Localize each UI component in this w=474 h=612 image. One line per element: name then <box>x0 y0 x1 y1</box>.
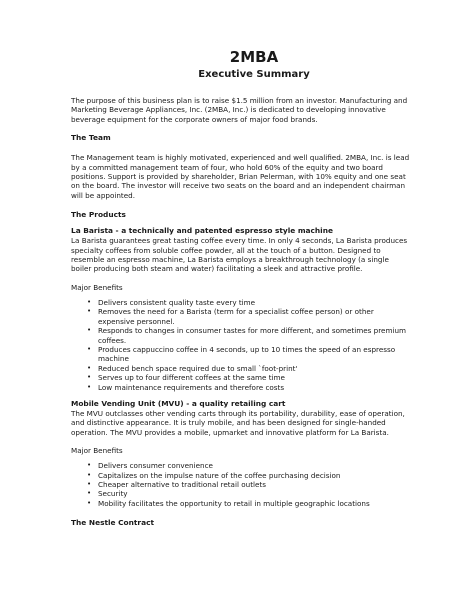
bullet-icon: • <box>87 307 92 316</box>
list-item: • Cheaper alternative to traditional retail outlets <box>87 479 266 489</box>
mvu-benefits-list <box>71 461 411 508</box>
la-barista-heading: La Barista - a technically and patented espresso style machine <box>71 226 333 236</box>
list-item: • Produces cappuccino coffee in 4 seconds, up to 10 times the speed of an espresso machine <box>87 344 396 364</box>
team-heading: The Team <box>71 133 111 143</box>
list-item: • Low maintenance requirements and therefore costs <box>87 382 285 392</box>
bullet-icon: • <box>87 489 92 498</box>
nestle-heading: The Nestle Contract <box>71 518 154 528</box>
bullet-icon: • <box>87 373 92 382</box>
document-title: 2MBA <box>229 48 279 66</box>
mvu-paragraph: The MVU outclasses other vending carts through its portability, durability, ease of operation, and distinctive appearance. It is truly mobile, and has been designed for single-handed operation. The MVU provides a mobile, upmarket and innovative platform for La Barista. <box>71 408 405 437</box>
mvu-heading: Mobile Vending Unit (MVU) - a quality retailing cart <box>71 398 286 408</box>
la-barista-paragraph: La Barista guarantees great tasting coffee every time. In only 4 seconds, La Barista produces specialty coffees from soluble coffee powder, all at the touch of a button. Designed to resemble an espresso machine, La Barista employs a breakthrough technology (a single boiler producing both steam and water) facilitating a sleek and attractive profile. <box>71 236 408 274</box>
la-barista-benefits-label: Major Benefits <box>71 282 123 292</box>
intro-paragraph: The purpose of this business plan is to raise $1.5 million from an investor. Manufacturing and Marketing Beverage Appliances, Inc. (2MBA, Inc.) is dedicated to developing innovative beverage equipment for the corporate owners of major food brands. <box>71 96 408 124</box>
list-item: • Capitalizes on the impulse nature of the coffee purchasing decision <box>87 470 341 480</box>
list-item: • Reduced bench space required due to small `foot-print' <box>87 363 298 373</box>
products-heading: The Products <box>71 210 126 220</box>
list-item: • Serves up to four different coffees at the same time <box>87 373 285 383</box>
bullet-icon: • <box>87 326 92 335</box>
team-paragraph: The Management team is highly motivated, experienced and well qualified. 2MBA, Inc. is lead by a committed management team of four, who hold 60% of the equity and two board positions. Support is provided by shareholder, Brian Pelerman, with 10% equity and one seat on the board. The investor will receive two seats on the board and an independent chairman will be appointed. <box>71 153 410 200</box>
bullet-icon: • <box>87 470 92 479</box>
bullet-icon: • <box>87 344 92 353</box>
bullet-icon: • <box>87 297 92 306</box>
list-item: • Responds to changes in consumer tastes for more different, and sometimes premium coffees. <box>87 326 407 345</box>
bullet-icon: • <box>87 479 92 488</box>
bullet-icon: • <box>87 382 92 391</box>
la-barista-benefits-list <box>71 298 411 392</box>
bullet-icon: • <box>87 461 92 470</box>
list-item: • Delivers consumer convenience <box>87 461 213 471</box>
document-subtitle: Executive Summary <box>198 69 310 80</box>
list-item: • Security <box>87 489 128 499</box>
list-item: • Removes the need for a Barista (term for a specialist coffee person) or other expensive personnel. <box>87 307 374 326</box>
bullet-icon: • <box>87 498 92 507</box>
mvu-benefits-label: Major Benefits <box>71 446 123 456</box>
bullet-icon: • <box>87 363 92 372</box>
document-page <box>71 48 411 528</box>
list-item: • Delivers consistent quality taste every time <box>87 297 256 307</box>
list-item: • Mobility facilitates the opportunity to retail in multiple geographic locations <box>87 498 370 508</box>
